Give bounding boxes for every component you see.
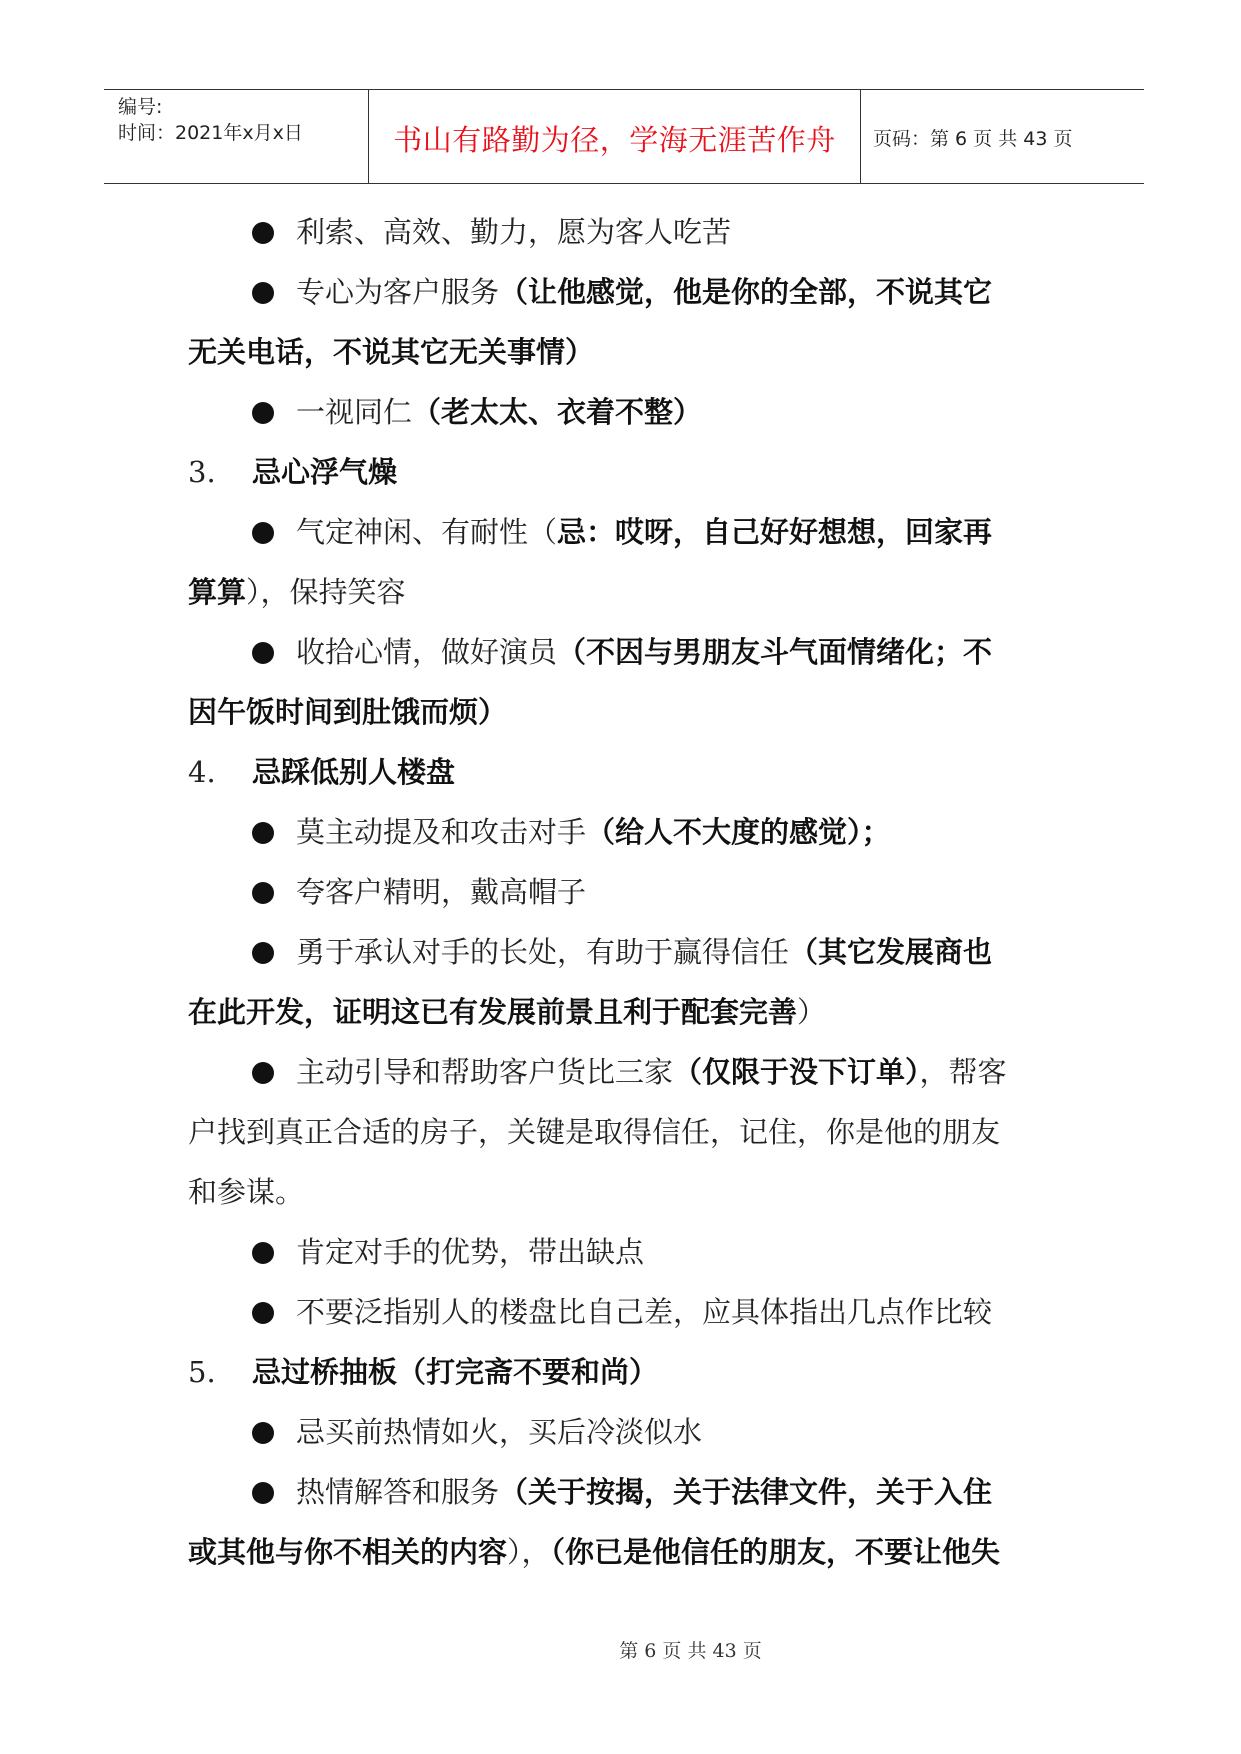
bullet-icon [252,282,274,304]
header-page-cell [861,90,1144,183]
bullet-icon [252,222,274,244]
page-footer: 第 6 页 共 43 页 [619,1640,762,1662]
bullet-item: 夸客户精明，戴高帽子 [252,872,586,912]
bullet-item: 一视同仁（老太太、衣着不整） [252,392,702,432]
bullet-icon [252,642,274,664]
bullet-icon [252,402,274,424]
bullet-item: 忌买前热情如火，买后冷淡似水 [252,1412,702,1452]
bullet-item: 收拾心情，做好演员（不因与男朋友斗气面情绪化；不 [252,632,992,672]
bullet-icon [252,1302,274,1324]
bullet-icon [252,882,274,904]
bullet-item: 气定神闲、有耐性（忌：哎呀，自己好好想想，回家再 [252,512,992,552]
section-heading: 3. 忌心浮气燥 [188,455,398,489]
text-line: 或其他与你不相关的内容），（你已是他信任的朋友，不要让他失 [188,1535,1001,1569]
section-heading: 4. 忌踩低别人楼盘 [188,755,456,789]
bullet-item: 莫主动提及和攻击对手（给人不大度的感觉）； [252,812,891,852]
bullet-item: 不要泛指别人的楼盘比自己差，应具体指出几点作比较 [252,1292,992,1332]
bullet-item: 热情解答和服务（关于按揭，关于法律文件，关于入住 [252,1472,992,1512]
section-heading: 5. 忌过桥抽板（打完斋不要和尚） [188,1355,659,1389]
header-motto: 书山有路勤为径，学海无涯苦作舟 [393,123,836,157]
text-line: 无关电话，不说其它无关事情） [188,335,595,369]
bullet-icon [252,1062,274,1084]
bullet-icon [252,1482,274,1504]
header-page-code: 页码：第 6 页 共 43 页 [873,128,1073,150]
doc-number-label: 编号: [118,96,163,118]
bullet-icon [252,822,274,844]
text-line: 户找到真正合适的房子，关键是取得信任，记住，你是他的朋友 [188,1115,1001,1149]
text-line: 在此开发，证明这已有发展前景且利于配套完善） [188,995,827,1029]
bullet-item: 主动引导和帮助客户货比三家（仅限于没下订单），帮客 [252,1052,1007,1092]
bullet-icon [252,1422,274,1444]
bullet-item: 专心为客户服务（让他感觉，他是你的全部，不说其它 [252,272,992,312]
bullet-icon [252,1242,274,1264]
text-line: 因午饭时间到肚饿而烦） [188,695,508,729]
doc-time-label: 时间：2021年x月x日 [118,122,303,144]
text-line: 和参谋。 [188,1175,305,1209]
bullet-icon [252,942,274,964]
header-motto-cell [368,90,861,183]
text-line: 算算），保持笑容 [188,575,406,609]
bullet-item: 勇于承认对手的长处，有助于赢得信任（其它发展商也 [252,932,992,972]
bullet-item: 肯定对手的优势，带出缺点 [252,1232,644,1272]
header-meta-cell [104,90,368,183]
page-header [104,89,1144,184]
bullet-icon [252,522,274,544]
bullet-item: 利索、高效、勤力，愿为客人吃苦 [252,212,731,252]
